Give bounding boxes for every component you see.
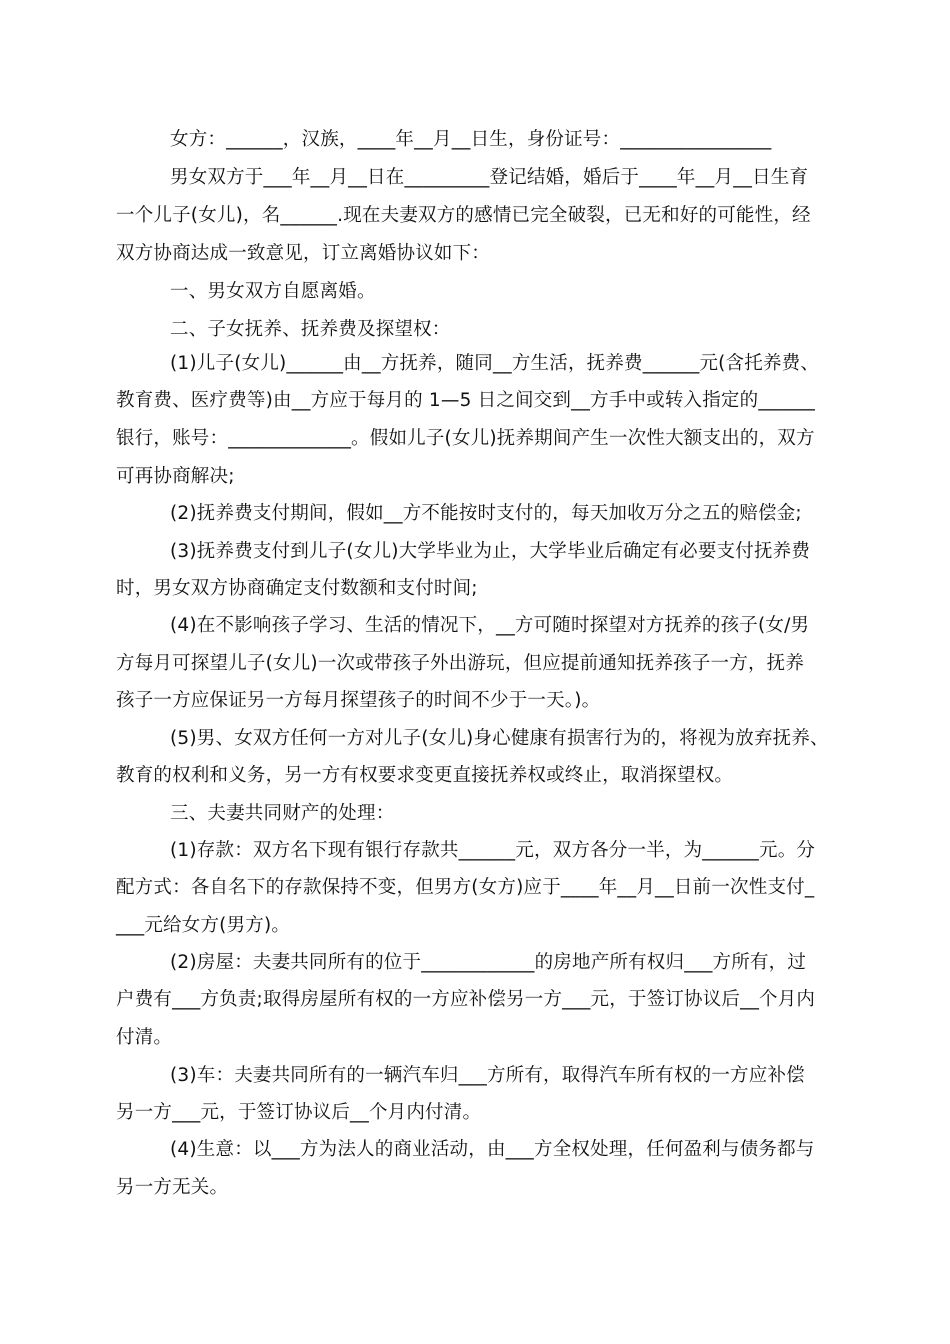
text-line: (3)车：夫妻共同所有的一辆汽车归___方所有，取得汽车所有权的一方应补偿 <box>170 1065 805 1086</box>
text-line: (1)存款：双方名下现有银行存款共______元，双方各分一半，为______元。分 <box>170 840 816 861</box>
text-line: ___元给女方(男方)。 <box>116 915 291 936</box>
text-line: (4)在不影响孩子学习、生活的情况下，__方可随时探望对方抚养的孩子(女/男 <box>170 615 810 636</box>
text-line: 户费有___方负责;取得房屋所有权的一方应补偿另一方___元，于签订协议后__个月内 <box>116 989 816 1010</box>
text-line: (2)房屋：夫妻共同所有的位于____________的房地产所有权归___方所有，过 <box>170 952 807 973</box>
text-line: 男女双方于___年__月__日在_________登记结婚，婚后于____年__月__日生育 <box>170 167 809 188</box>
text-line: 教育费、医疗费等)由__方应于每月的 1—5 日之间交到__方手中或转入指定的______ <box>116 390 816 411</box>
text-line: 一个儿子(女儿)，名______.现在夫妻双方的感情已完全破裂，已无和好的可能性，经 <box>116 205 811 226</box>
text-line: 教育的权利和义务，另一方有权要求变更直接抚养权或终止，取消探望权。 <box>116 765 734 786</box>
text-line: 付清。 <box>116 1027 173 1048</box>
section-heading: 一、男女双方自愿离婚。 <box>170 281 376 302</box>
text-line: 时，男女双方协商确定支付数额和支付时间; <box>116 578 478 599</box>
text-line: 孩子一方应保证另一方每月探望孩子的时间不少于一天。)。 <box>116 690 601 711</box>
text-line: (2)抚养费支付期间，假如__方不能按时支付的，每天加收万分之五的赔偿金; <box>170 503 802 524</box>
text-line: (3)抚养费支付到儿子(女儿)大学毕业为止，大学毕业后确定有必要支付抚养费 <box>170 541 811 562</box>
text-line: 另一方___元，于签订协议后__个月内付清。 <box>116 1102 482 1123</box>
section-heading: 二、子女抚养、抚养费及探望权： <box>170 319 451 340</box>
text-line: 女方：______，汉族，____年__月__日生，身份证号：________________ <box>170 129 772 150</box>
text-line: (4)生意：以___方为法人的商业活动，由___方全权处理，任何盈利与债务都与 <box>170 1139 815 1160</box>
text-line: 可再协商解决; <box>116 466 235 487</box>
text-line: 双方协商达成一致意见，订立离婚协议如下： <box>116 243 491 264</box>
text-line: (1)儿子(女儿)______由__方抚养，随同__方生活，抚养费______元(含托养费、 <box>170 353 820 374</box>
text-line: 银行，账号：_____________。假如儿子(女儿)抚养期间产生一次性大额支出的，双方 <box>116 428 815 449</box>
text-line: 方每月可探望儿子(女儿)一次或带孩子外出游玩，但应提前通知抚养孩子一方，抚养 <box>116 653 805 674</box>
text-line: 配方式：各自名下的存款保持不变，但男方(女方)应于____年__月__日前一次性支付_ <box>116 877 815 898</box>
section-heading: 三、夫妻共同财产的处理： <box>170 803 395 824</box>
text-line: (5)男、女双方任何一方对儿子(女儿)身心健康有损害行为的，将视为放弃抚养、 <box>170 728 829 749</box>
text-line: 另一方无关。 <box>116 1177 229 1198</box>
